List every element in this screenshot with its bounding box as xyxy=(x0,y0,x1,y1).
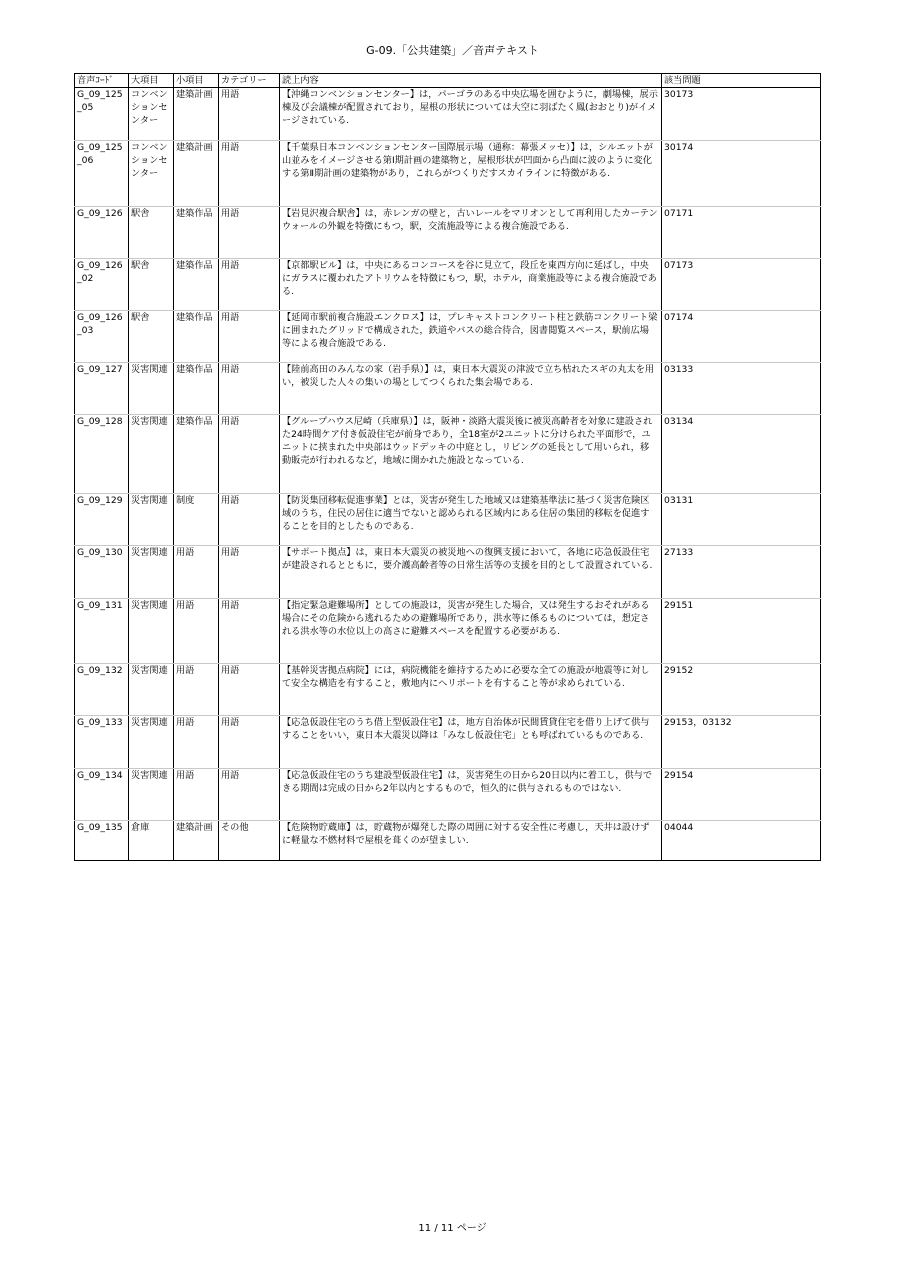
header-code: 音声ｺｰﾄﾞ xyxy=(75,74,129,88)
cell-code: G_09_127 xyxy=(75,363,129,415)
cell-major: 駅舎 xyxy=(129,259,174,311)
table-row xyxy=(75,546,821,599)
table-row xyxy=(75,769,821,821)
header-category: カテゴリー xyxy=(219,74,280,88)
cell-minor: 用語 xyxy=(174,546,219,599)
cell-major: 災害関連 xyxy=(129,599,174,664)
cell-major: 災害関連 xyxy=(129,363,174,415)
cell-category: 用語 xyxy=(219,415,280,494)
cell-text: 【岩見沢複合駅舎】は，赤レンガの壁と，古いレールをマリオンとして再利用したカーテンウォールの外観を特徴にもつ，駅，交流施設等による複合施設である. xyxy=(280,207,662,259)
cell-code: G_09_125_06 xyxy=(75,141,129,207)
cell-category: 用語 xyxy=(219,664,280,716)
cell-major: 倉庫 xyxy=(129,821,174,861)
table-row xyxy=(75,363,821,415)
table-row xyxy=(75,88,821,141)
cell-problem: 29152 xyxy=(662,664,821,716)
cell-code: G_09_128 xyxy=(75,415,129,494)
cell-problem: 03131 xyxy=(662,494,821,546)
cell-problem: 29153，03132 xyxy=(662,716,821,769)
cell-problem: 03134 xyxy=(662,415,821,494)
cell-text: 【サポート拠点】は，東日本大震災の被災地への復興支援において，各地に応急仮設住宅が建設されるとともに，要介護高齢者等の日常生活等の支援を目的として設置されている. xyxy=(280,546,662,599)
table-row xyxy=(75,599,821,664)
cell-major: 災害関連 xyxy=(129,415,174,494)
cell-minor: 建築計画 xyxy=(174,141,219,207)
cell-category: 用語 xyxy=(219,141,280,207)
cell-minor: 用語 xyxy=(174,769,219,821)
cell-category: 用語 xyxy=(219,494,280,546)
cell-category: 用語 xyxy=(219,311,280,363)
cell-minor: 用語 xyxy=(174,599,219,664)
cell-code: G_09_131 xyxy=(75,599,129,664)
cell-minor: 用語 xyxy=(174,664,219,716)
cell-problem: 04044 xyxy=(662,821,821,861)
cell-category: 用語 xyxy=(219,546,280,599)
audio-text-table xyxy=(74,73,821,861)
cell-text: 【応急仮設住宅のうち借上型仮設住宅】は，地方自治体が民間賃貸住宅を借り上げて供与することをいい，東日本大震災以降は「みなし仮設住宅」とも呼ばれているものである. xyxy=(280,716,662,769)
table-row xyxy=(75,207,821,259)
table-row xyxy=(75,415,821,494)
cell-problem: 29154 xyxy=(662,769,821,821)
cell-code: G_09_126 xyxy=(75,207,129,259)
header-major: 大項目 xyxy=(129,74,174,88)
table-row xyxy=(75,664,821,716)
cell-text: 【沖縄コンベンションセンター】は，パーゴラのある中央広場を囲むように，劇場棟，展示棟及び会議棟が配置されており，屋根の形状については大空に羽ばたく鳳(おおとり)がイメージされている. xyxy=(280,88,662,141)
cell-text: 【陸前高田のみんなの家（岩手県）】は，東日本大震災の津波で立ち枯れたスギの丸太を用い，被災した人々の集いの場としてつくられた集会場である. xyxy=(280,363,662,415)
cell-text: 【防災集団移転促進事業】とは，災害が発生した地域又は建築基準法に基づく災害危険区域のうち，住民の居住に適当でないと認められる区域内にある住居の集団的移転を促進することを目的としたものである. xyxy=(280,494,662,546)
cell-major: コンベンションセンター xyxy=(129,141,174,207)
page-title: G-09.「公共建築」／音声テキスト xyxy=(366,44,539,57)
cell-code: G_09_133 xyxy=(75,716,129,769)
cell-major: 駅舎 xyxy=(129,207,174,259)
cell-major: コンベンションセンター xyxy=(129,88,174,141)
cell-major: 災害関連 xyxy=(129,716,174,769)
cell-minor: 建築作品 xyxy=(174,259,219,311)
cell-category: 用語 xyxy=(219,716,280,769)
cell-major: 災害関連 xyxy=(129,546,174,599)
cell-text: 【基幹災害拠点病院】には，病院機能を維持するために必要な全ての施設が地震等に対して安全な構造を有すること，敷地内にヘリポートを有すること等が求められている. xyxy=(280,664,662,716)
cell-text: 【延岡市駅前複合施設エンクロス】は，プレキャストコンクリート柱と鉄筋コンクリート梁に囲まれたグリッドで構成された，鉄道やバスの総合待合，図書閲覧スペース，駅前広場等による複合施設である. xyxy=(280,311,662,363)
page-number: 11 / 11 ページ xyxy=(418,1223,487,1234)
cell-problem: 30174 xyxy=(662,141,821,207)
cell-problem: 07174 xyxy=(662,311,821,363)
cell-minor: 建築計画 xyxy=(174,821,219,861)
header-problem: 該当問題 xyxy=(662,74,821,88)
table-row xyxy=(75,716,821,769)
cell-text: 【応急仮設住宅のうち建設型仮設住宅】は，災害発生の日から20日以内に着工し，供与できる期間は完成の日から2年以内とするもので，恒久的に供与されるものではない. xyxy=(280,769,662,821)
table-row xyxy=(75,494,821,546)
cell-code: G_09_132 xyxy=(75,664,129,716)
cell-minor: 用語 xyxy=(174,716,219,769)
header-minor: 小項目 xyxy=(174,74,219,88)
cell-major: 災害関連 xyxy=(129,769,174,821)
cell-code: G_09_135 xyxy=(75,821,129,861)
cell-category: 用語 xyxy=(219,599,280,664)
cell-major: 駅舎 xyxy=(129,311,174,363)
cell-minor: 建築作品 xyxy=(174,415,219,494)
cell-problem: 07173 xyxy=(662,259,821,311)
cell-text: 【指定緊急避難場所】としての施設は，災害が発生した場合，又は発生するおそれがある場合にその危険から逃れるための避難場所であり，洪水等に係るものについては，想定される洪水等の水位以上の高さに避難スペースを配置する必要がある. xyxy=(280,599,662,664)
cell-category: 用語 xyxy=(219,363,280,415)
cell-text: 【千葉県日本コンベンションセンター国際展示場（通称：幕張メッセ）】は，シルエットが山並みをイメージさせる第Ⅰ期計画の建築物と，屋根形状が凹面から凸面に波のように変化する第Ⅱ期計画の建築物があり，これらがつくりだすスカイラインに特徴がある. xyxy=(280,141,662,207)
cell-text: 【京都駅ビル】は，中央にあるコンコースを谷に見立て，段丘を東西方向に延ばし，中央にガラスに覆われたアトリウムを特徴にもつ，駅，ホテル，商業施設等による複合施設である. xyxy=(280,259,662,311)
cell-category: 用語 xyxy=(219,769,280,821)
header-text: 読上内容 xyxy=(280,74,662,88)
cell-code: G_09_126_03 xyxy=(75,311,129,363)
cell-minor: 建築計画 xyxy=(174,88,219,141)
cell-problem: 07171 xyxy=(662,207,821,259)
table-row xyxy=(75,311,821,363)
cell-category: 用語 xyxy=(219,259,280,311)
cell-code: G_09_134 xyxy=(75,769,129,821)
cell-category: 用語 xyxy=(219,207,280,259)
cell-category: 用語 xyxy=(219,88,280,141)
cell-minor: 建築作品 xyxy=(174,207,219,259)
cell-code: G_09_126_02 xyxy=(75,259,129,311)
table-row xyxy=(75,821,821,861)
cell-code: G_09_130 xyxy=(75,546,129,599)
table-row xyxy=(75,141,821,207)
cell-problem: 27133 xyxy=(662,546,821,599)
cell-text: 【危険物貯蔵庫】は，貯蔵物が爆発した際の周囲に対する安全性に考慮し，天井は設けずに軽量な不燃材料で屋根を葺くのが望ましい. xyxy=(280,821,662,861)
cell-problem: 03133 xyxy=(662,363,821,415)
cell-category: その他 xyxy=(219,821,280,861)
cell-problem: 30173 xyxy=(662,88,821,141)
cell-text: 【グループハウス尼崎（兵庫県）】は，阪神・淡路大震災後に被災高齢者を対象に建設された24時間ケア付き仮設住宅が前身であり，全18室が2ユニットに分けられた平面形で，ユニットに挟まれた中央部はウッドデッキの中庭とし，リビングの延長として用いられ，移動販売が行われるなど，地域に開かれた施設となっている. xyxy=(280,415,662,494)
table-row xyxy=(75,259,821,311)
cell-code: G_09_129 xyxy=(75,494,129,546)
cell-code: G_09_125_05 xyxy=(75,88,129,141)
cell-problem: 29151 xyxy=(662,599,821,664)
cell-major: 災害関連 xyxy=(129,664,174,716)
cell-minor: 建築作品 xyxy=(174,363,219,415)
table-header-row xyxy=(75,74,821,88)
cell-minor: 制度 xyxy=(174,494,219,546)
cell-major: 災害関連 xyxy=(129,494,174,546)
cell-minor: 建築作品 xyxy=(174,311,219,363)
